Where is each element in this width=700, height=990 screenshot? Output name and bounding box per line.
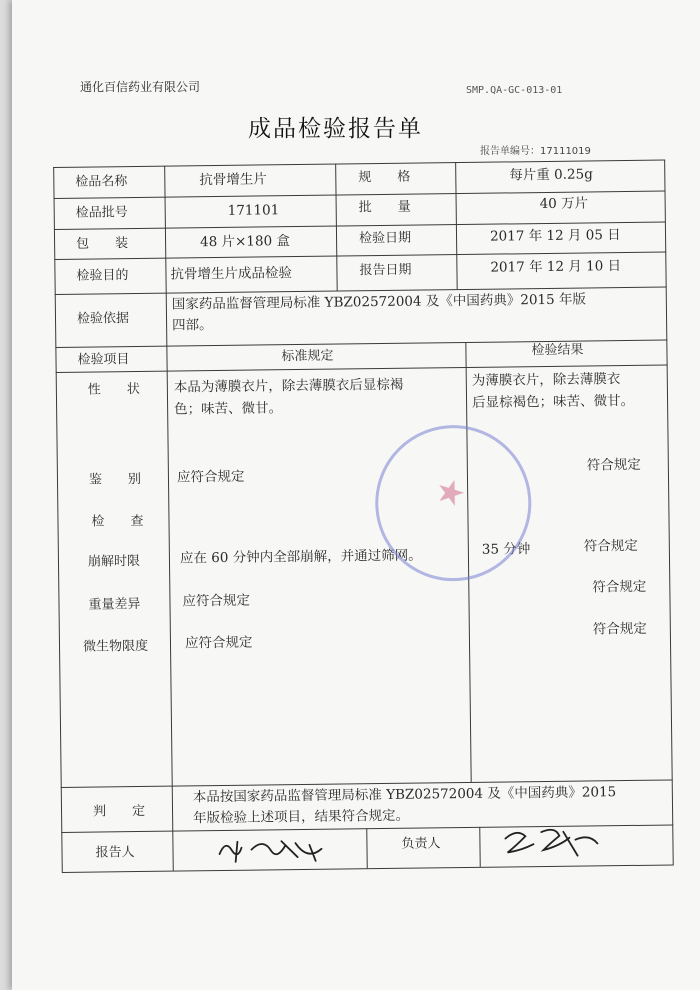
report-date-label: 报告日期 — [359, 262, 412, 279]
item-column-header: 检验项目 — [77, 352, 130, 368]
conclusion-label: 判 定 — [92, 803, 146, 820]
report-date-value: 2017 年 12 月 10 日 — [490, 258, 622, 276]
table-rule — [479, 827, 480, 867]
quantity-label: 批 量 — [358, 199, 411, 216]
reporter-label: 报告人 — [95, 845, 135, 861]
company-name: 通化百信药业有限公司 — [80, 80, 201, 94]
conclusion-text: 年版检验上述项目，结果符合规定。 — [193, 807, 410, 827]
basis-label: 检验依据 — [76, 311, 130, 327]
batch-value: 171101 — [227, 202, 280, 219]
test-inspection-label: 检 查 — [91, 513, 144, 530]
document-code: SMP.QA-GC-013-01 — [466, 85, 563, 96]
test-disintegration-value: 35 分钟 — [481, 541, 531, 558]
table-rule — [455, 162, 458, 289]
company-seal-stamp — [356, 405, 551, 600]
test-appearance-standard: 本品为薄膜衣片，除去薄膜衣后显棕褐 — [173, 376, 404, 396]
test-disintegration-result: 符合规定 — [583, 537, 638, 555]
reporter-signature — [211, 831, 341, 869]
purpose-label: 检验目的 — [76, 268, 129, 284]
spec-label: 规 格 — [358, 169, 411, 186]
test-date-label: 检验日期 — [358, 230, 412, 247]
test-microbial-result: 符合规定 — [592, 620, 647, 638]
basis-line-2: 四部。 — [172, 317, 213, 334]
manager-signature — [497, 821, 607, 862]
test-appearance-standard: 色；味苦、微甘。 — [174, 400, 283, 418]
test-date-value: 2017 年 12 月 05 日 — [489, 227, 621, 245]
page-title: 成品检验报告单 — [248, 116, 423, 142]
test-appearance-result: 为薄膜衣片，除去薄膜衣 — [471, 371, 621, 389]
test-weight-result: 符合规定 — [592, 578, 647, 596]
conclusion-text: 本品按国家药品监督管理局标准 YBZ02572004 及《中国药典》2015 — [192, 784, 617, 806]
package-value: 48 片×180 盒 — [199, 233, 291, 251]
quantity-value: 40 万片 — [539, 195, 589, 213]
purpose-value: 抗骨增生片成品检验 — [170, 265, 293, 283]
inspection-form — [53, 147, 674, 872]
test-disintegration-standard: 应在 60 分钟内全部崩解，并通过筛网。 — [179, 547, 422, 567]
product-name-value: 抗骨增生片 — [199, 171, 267, 189]
package-label: 包 装 — [76, 236, 129, 252]
test-identification-result: 符合规定 — [586, 456, 641, 474]
test-microbial-label: 微生物限度 — [82, 638, 149, 655]
batch-label: 检品批号 — [75, 205, 128, 221]
test-identification-standard: 应符合规定 — [176, 468, 245, 486]
test-appearance-label: 性 状 — [87, 381, 140, 398]
standard-column-header: 标准规定 — [281, 348, 334, 365]
test-microbial-standard: 应符合规定 — [184, 634, 253, 652]
spec-value: 每片重 0.25g — [509, 166, 593, 184]
test-identification-label: 鉴 别 — [88, 471, 142, 488]
basis-line-1: 国家药品监督管理局标准 YBZ02572004 及《中国药典》2015 年版 — [171, 291, 587, 313]
product-name-label: 检品名称 — [75, 174, 128, 190]
table-rule — [335, 164, 338, 291]
test-appearance-result: 后显棕褐色；味苦、微甘。 — [471, 392, 635, 411]
test-weight-label: 重量差异 — [88, 596, 141, 613]
test-weight-standard: 应符合规定 — [182, 592, 251, 610]
test-disintegration-label: 崩解时限 — [87, 553, 141, 570]
manager-label: 负责人 — [401, 836, 441, 852]
report-number: 报告单编号：17111019 — [480, 146, 591, 157]
result-column-header: 检验结果 — [531, 342, 584, 359]
table-rule — [366, 828, 367, 868]
star-icon: ★ — [429, 469, 471, 517]
